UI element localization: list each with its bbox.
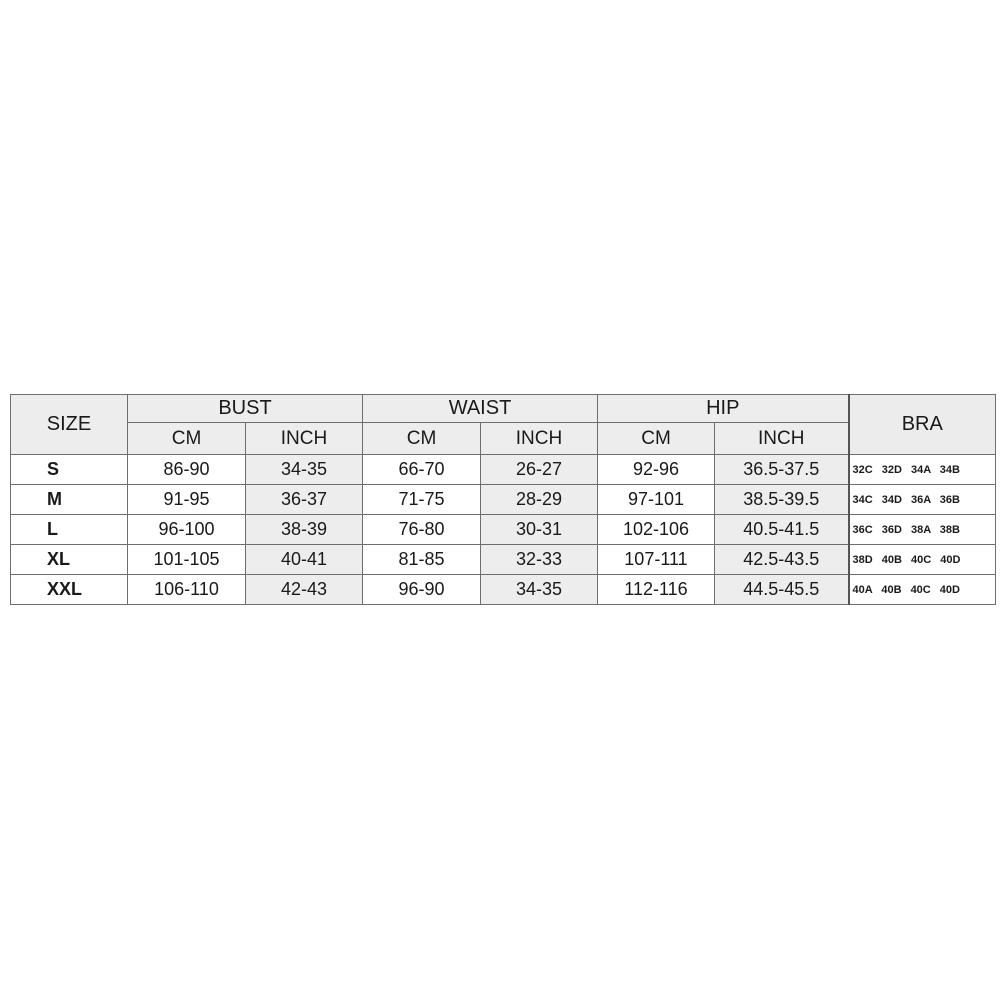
- table-row: [11, 485, 996, 515]
- size-cell: L: [11, 515, 128, 545]
- size-cell: S: [11, 455, 128, 485]
- hip-header: HIP: [598, 395, 849, 423]
- table-row: [11, 545, 996, 575]
- bust-cm-cell: 86-90: [128, 455, 246, 485]
- table-row: [11, 575, 996, 605]
- hip-inch-cell: 38.5-39.5: [715, 485, 849, 515]
- waist-cm-cell: 71-75: [363, 485, 481, 515]
- hip-inch-header: INCH: [715, 423, 849, 455]
- bust-cm-cell: 101-105: [128, 545, 246, 575]
- waist-cm-cell: 66-70: [363, 455, 481, 485]
- hip-inch-cell: 42.5-43.5: [715, 545, 849, 575]
- waist-inch-cell: 28-29: [481, 485, 598, 515]
- table-row: [11, 515, 996, 545]
- hip-cm-cell: 97-101: [598, 485, 715, 515]
- bra-column-header: BRA: [849, 395, 996, 455]
- waist-cm-cell: 96-90: [363, 575, 481, 605]
- waist-inch-header: INCH: [481, 423, 598, 455]
- hip-inch-cell: 44.5-45.5: [715, 575, 849, 605]
- size-cell: XL: [11, 545, 128, 575]
- waist-cm-cell: 76-80: [363, 515, 481, 545]
- hip-cm-header: CM: [598, 423, 715, 455]
- bust-inch-cell: 42-43: [246, 575, 363, 605]
- bust-cm-cell: 91-95: [128, 485, 246, 515]
- hip-cm-cell: 102-106: [598, 515, 715, 545]
- bra-cell: 32C 32D 34A 34B: [849, 455, 996, 485]
- header-row-groups: [11, 395, 996, 423]
- bra-cell: 36C 36D 38A 38B: [849, 515, 996, 545]
- bust-cm-cell: 96-100: [128, 515, 246, 545]
- bust-cm-cell: 106-110: [128, 575, 246, 605]
- waist-cm-header: CM: [363, 423, 481, 455]
- hip-inch-cell: 36.5-37.5: [715, 455, 849, 485]
- size-cell: XXL: [11, 575, 128, 605]
- bra-cell: 38D 40B 40C 40D: [849, 545, 996, 575]
- size-chart-table: [10, 394, 996, 605]
- header-row-units: [11, 423, 996, 455]
- bust-inch-cell: 34-35: [246, 455, 363, 485]
- bra-cell: 40A 40B 40C 40D: [849, 575, 996, 605]
- waist-inch-cell: 30-31: [481, 515, 598, 545]
- waist-cm-cell: 81-85: [363, 545, 481, 575]
- size-chart: [10, 394, 995, 605]
- hip-inch-cell: 40.5-41.5: [715, 515, 849, 545]
- hip-cm-cell: 92-96: [598, 455, 715, 485]
- hip-cm-cell: 107-111: [598, 545, 715, 575]
- bust-inch-cell: 40-41: [246, 545, 363, 575]
- waist-header: WAIST: [363, 395, 598, 423]
- waist-inch-cell: 34-35: [481, 575, 598, 605]
- bra-cell: 34C 34D 36A 36B: [849, 485, 996, 515]
- waist-inch-cell: 26-27: [481, 455, 598, 485]
- bust-header: BUST: [128, 395, 363, 423]
- bust-cm-header: CM: [128, 423, 246, 455]
- bust-inch-cell: 38-39: [246, 515, 363, 545]
- bust-inch-header: INCH: [246, 423, 363, 455]
- hip-cm-cell: 112-116: [598, 575, 715, 605]
- waist-inch-cell: 32-33: [481, 545, 598, 575]
- size-cell: M: [11, 485, 128, 515]
- table-row: [11, 455, 996, 485]
- bust-inch-cell: 36-37: [246, 485, 363, 515]
- size-column-header: SIZE: [11, 395, 128, 455]
